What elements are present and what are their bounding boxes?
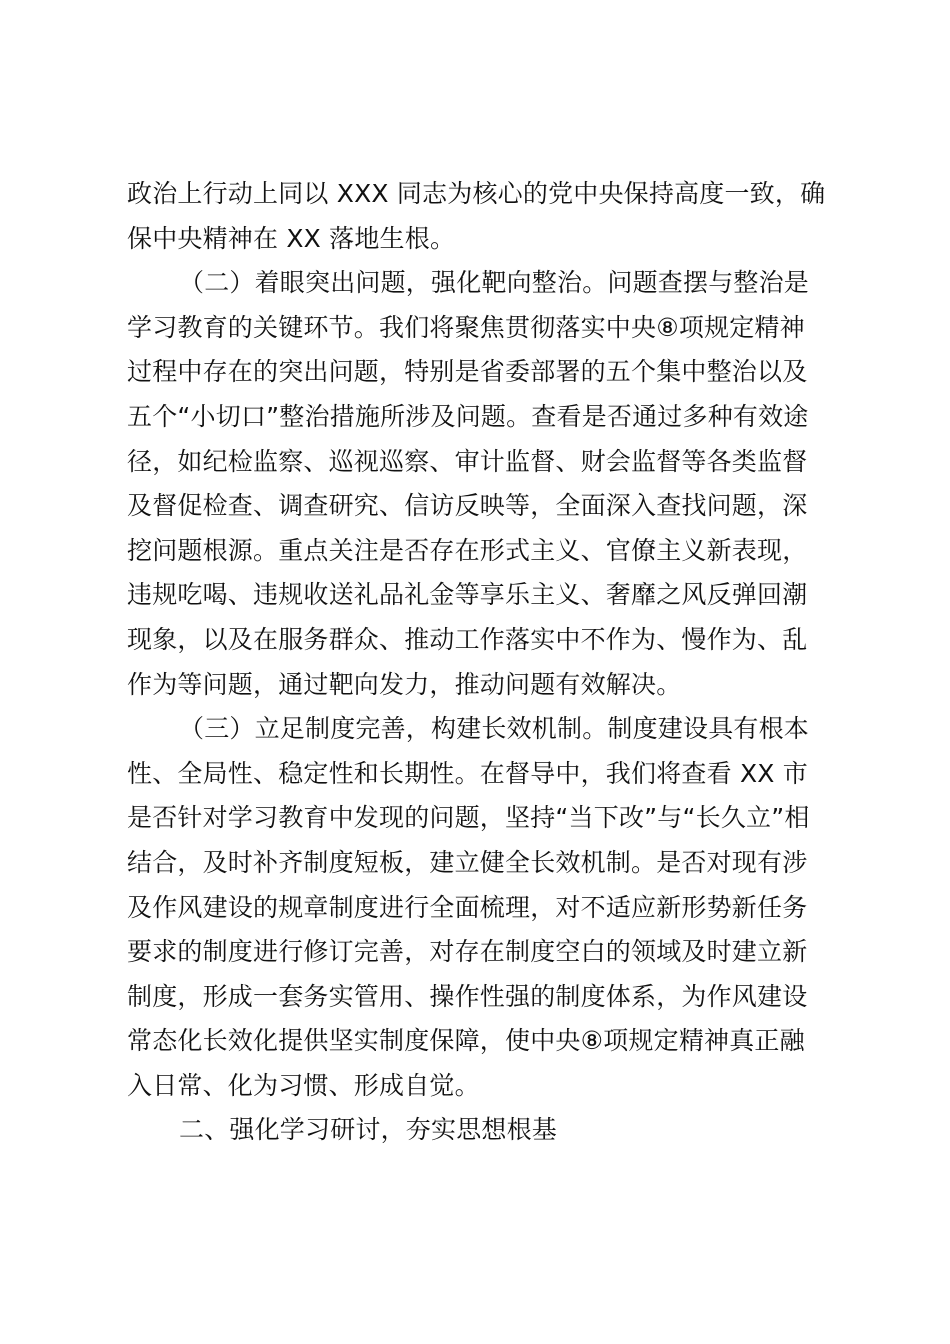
text-line: 五个“小切口”整治措施所涉及问题。查看是否通过多种有效途 [127,401,809,431]
text-line: 结合，及时补齐制度短板，建立健全长效机制。是否对现有涉 [127,847,808,877]
text-line: 及作风建设的规章制度进行全面梳理，对不适应新形势新任务 [127,892,808,922]
text-line: 常态化长效化提供坚实制度保障，使中央⑧项规定精神真正融 [127,1026,805,1056]
text-line: 过程中存在的突出问题，特别是省委部署的五个集中整治以及 [127,357,808,387]
section-heading [127,1108,821,1153]
text-line: 性、全局性、稳定性和长期性。在督导中，我们将查看 XX 市 [127,758,808,788]
text-line: 作为等问题，通过靶向发力，推动问题有效解决。 [127,669,682,699]
paragraph-continuation [127,172,826,261]
heading-line: 二、强化学习研讨，夯实思想根基 [179,1115,558,1145]
text-line: （三）立足制度完善，构建长效机制。制度建设具有根本 [179,714,810,744]
text-line: （二）着眼突出问题，强化靶向整治。问题查摆与整治是 [179,268,810,298]
text-line: 学习教育的关键环节。我们将聚焦贯彻落实中央⑧项规定精神 [127,312,805,342]
text-line: 政治上行动上同以 XXX 同志为核心的党中央保持高度一致，确 [127,179,826,208]
document-body [127,172,826,1153]
text-line: 径，如纪检监察、巡视巡察、审计监督、财会监督等各类监督 [127,446,808,476]
text-line: 入日常、化为习惯、形成自觉。 [127,1070,480,1100]
text-line: 现象，以及在服务群众、推动工作落实中不作为、慢作为、乱 [127,624,808,654]
text-line: 保中央精神在 XX 落地生根。 [127,223,456,253]
paragraph-section-3 [127,707,821,1108]
text-line: 要求的制度进行修订完善，对存在制度空白的领域及时建立新 [127,937,808,967]
text-line: 是否针对学习教育中发现的问题，坚持“当下改”与“长久立”相 [127,803,810,833]
text-line: 及督促检查、调查研究、信访反映等，全面深入查找问题，深 [127,491,808,521]
text-line: 制度，形成一套务实管用、操作性强的制度体系，为作风建设 [127,981,808,1011]
paragraph-section-2 [127,261,821,707]
text-line: 挖问题根源。重点关注是否存在形式主义、官僚主义新表现， [127,535,808,565]
text-line: 违规吃喝、违规收送礼品礼金等享乐主义、奢靡之风反弹回潮 [127,580,808,610]
